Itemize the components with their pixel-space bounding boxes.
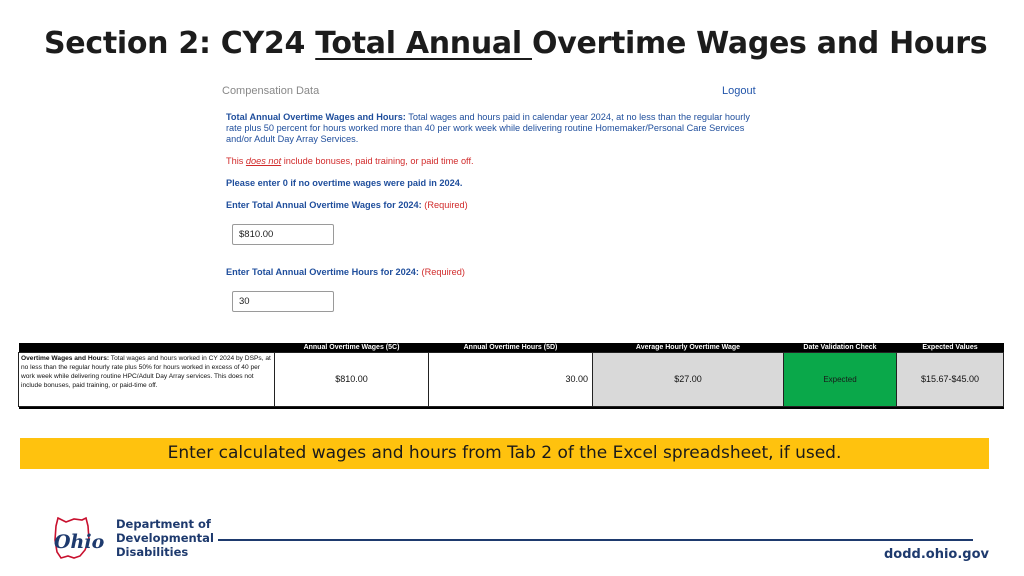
header-hours: Annual Overtime Hours (5D) (429, 343, 593, 352)
hours-label-text: Enter Total Annual Overtime Hours for 2024: (226, 267, 419, 277)
overtime-wages-input[interactable] (232, 224, 334, 245)
validation-check-cell: Expected (784, 352, 897, 406)
expected-values-cell: $15.67-$45.00 (897, 352, 1004, 406)
ohio-logo-word: Ohio (54, 531, 105, 553)
warning-emphasis: does not (245, 156, 282, 166)
logout-link[interactable]: Logout (722, 85, 756, 97)
warning-pre: This (226, 156, 246, 166)
header-blank (19, 343, 275, 352)
org-line-2: Developmental (116, 531, 214, 545)
header-wages: Annual Overtime Wages (5C) (275, 343, 429, 352)
instruction-banner: Enter calculated wages and hours from Tab 2 of the Excel spreadsheet, if used. (20, 438, 989, 469)
hours-cell[interactable]: 30.00 (429, 352, 593, 406)
overtime-hours-input[interactable] (232, 291, 334, 312)
org-line-3: Disabilities (116, 545, 189, 559)
row-description-cell (19, 352, 275, 406)
spreadsheet-data-row (19, 352, 1004, 406)
footer-divider (218, 539, 973, 541)
hours-label (226, 267, 465, 277)
excel-spreadsheet-screenshot (18, 343, 1003, 409)
description-bold: Total Annual Overtime Wages and Hours: (226, 112, 406, 122)
title-suffix: Overtime Wages and Hours (532, 26, 988, 61)
wages-label-text: Enter Total Annual Overtime Wages for 2024: (226, 200, 422, 210)
wages-required: (Required) (424, 200, 468, 210)
row-desc-text: Total wages and hours worked in CY 2024 by DSPs, at no less than the regular hourly rate plus 50% for hours worked in excess of 40 per work week while delivering routine HPC/Adult Day Array services. This does not include bonuses, paid training, or paid-time off. (21, 354, 271, 389)
exclusion-warning (226, 156, 474, 166)
org-line-1: Department of (116, 517, 211, 531)
hours-required: (Required) (421, 267, 465, 277)
footer-url[interactable]: dodd.ohio.gov (884, 547, 990, 562)
header-avg-wage: Average Hourly Overtime Wage (593, 343, 784, 352)
zero-note: Please enter 0 if no overtime wages were paid in 2024. (226, 178, 463, 188)
header-expected: Expected Values (897, 343, 1004, 352)
wages-cell[interactable]: $810.00 (275, 352, 429, 406)
spreadsheet-table (18, 343, 1004, 409)
wages-label (226, 200, 468, 210)
warning-post: include bonuses, paid training, or paid time off. (281, 156, 474, 166)
row-desc-bold: Overtime Wages and Hours: (21, 354, 110, 362)
description-text: Total wages and hours paid in calendar year 2024, at no less than the regular hourly rate plus 50 percent for hours worked more than 40 per work week while delivering routine Homemaker/Personal Care Services and/or Adult Day Array Services. (226, 112, 750, 144)
form-description (226, 112, 766, 145)
title-underlined: Total Annual (315, 26, 532, 61)
compensation-form-screenshot (222, 82, 782, 322)
avg-wage-cell: $27.00 (593, 352, 784, 406)
header-validation: Date Validation Check (784, 343, 897, 352)
title-prefix: Section 2: CY24 (44, 26, 316, 61)
spreadsheet-header-row (19, 343, 1004, 352)
spreadsheet-bottom-border (19, 406, 1004, 409)
slide-title (44, 26, 987, 61)
form-header: Compensation Data (222, 85, 320, 97)
dodd-wordmark (116, 517, 214, 559)
